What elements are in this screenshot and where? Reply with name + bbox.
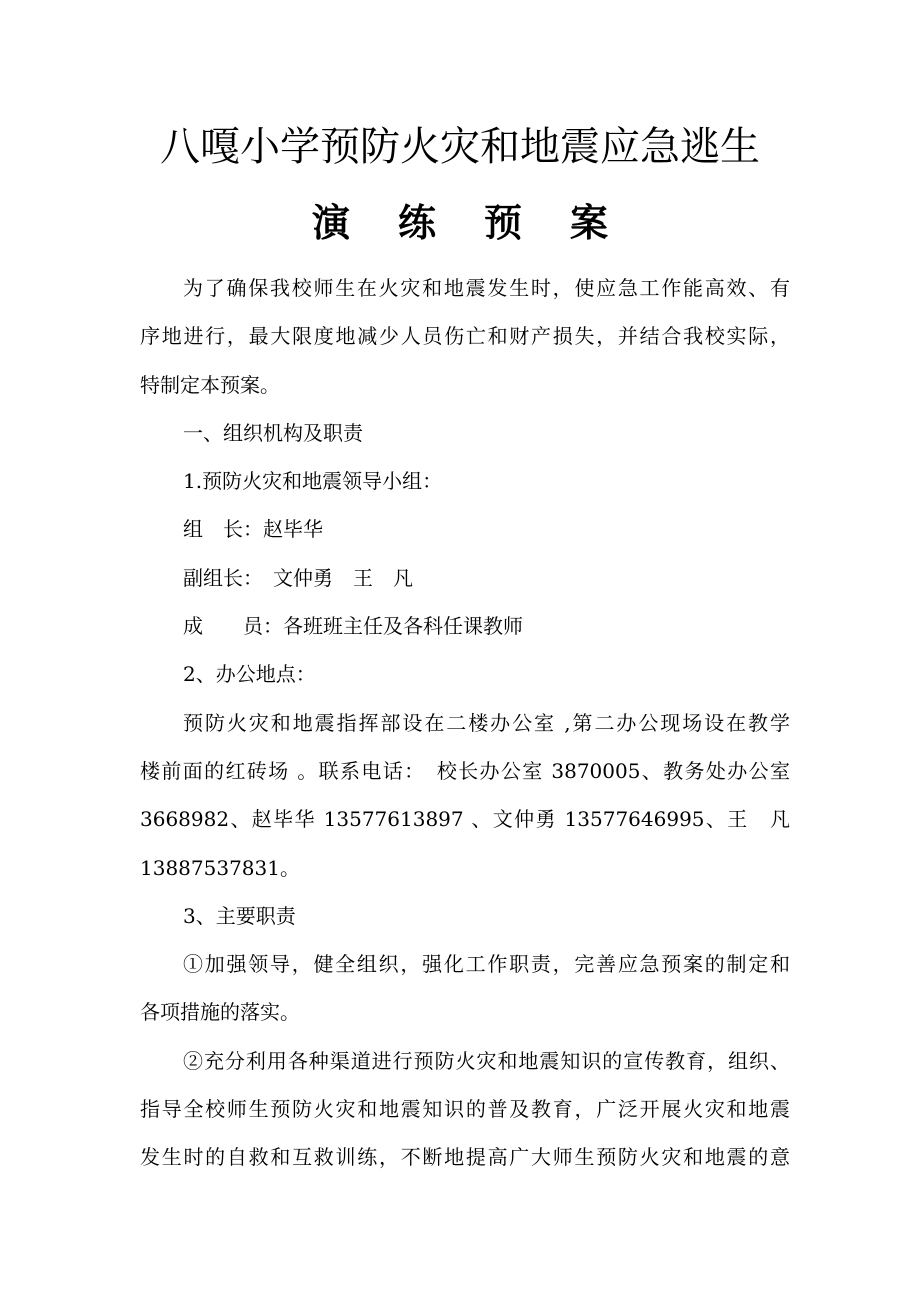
text-line: 副组长： 文仲勇 王 凡	[183, 565, 413, 590]
title-char: 练	[397, 200, 436, 245]
title-line-2	[0, 198, 920, 248]
text-line: 组 长：赵毕华	[183, 517, 323, 542]
title-char: 演	[311, 200, 350, 245]
title-char: 案	[570, 200, 609, 245]
text-line: 特制定本预案。	[140, 372, 280, 397]
document-body	[140, 264, 790, 1182]
text-line: 指导全校师生预防火灾和地震知识的普及教育，广泛开展火灾和地震	[140, 1097, 790, 1122]
text-line: 发生时的自救和互救训练，不断地提高广大师生预防火灾和地震的意	[140, 1145, 790, 1170]
text-line: 楼前面的红砖场 。联系电话： 校长办公室 3870005、教务处办公室	[140, 758, 790, 783]
text-line: ②充分利用各种渠道进行预防火灾和地震知识的宣传教育，组织、	[183, 1048, 790, 1073]
text-line: 2、办公地点：	[183, 662, 316, 687]
title-line-1: 八嘎小学预防火灾和地震应急逃生	[160, 124, 760, 170]
text-line: 成 员：各班班主任及各科任课教师	[183, 614, 523, 639]
text-line: 一、组织机构及职责	[183, 420, 363, 445]
text-line: 为了确保我校师生在火灾和地震发生时，使应急工作能高效、有	[183, 276, 790, 300]
text-line: 序地进行，最大限度地减少人员伤亡和财产损失，并结合我校实际，	[140, 324, 790, 349]
text-line: 各项措施的落实。	[140, 1000, 300, 1025]
text-line: 13887537831。	[140, 855, 300, 880]
text-line: 3、主要职责	[183, 903, 296, 928]
text-line: 预防火灾和地震指挥部设在二楼办公室 ,第二办公现场设在教学	[183, 710, 790, 735]
text-line: ①加强领导，健全组织，强化工作职责，完善应急预案的制定和	[183, 952, 790, 977]
text-line: 1.预防火灾和地震领导小组：	[183, 469, 443, 494]
title-char: 预	[484, 200, 523, 245]
text-line: 3668982、赵毕华 13577613897 、文仲勇 13577646995、王 凡	[140, 807, 790, 832]
